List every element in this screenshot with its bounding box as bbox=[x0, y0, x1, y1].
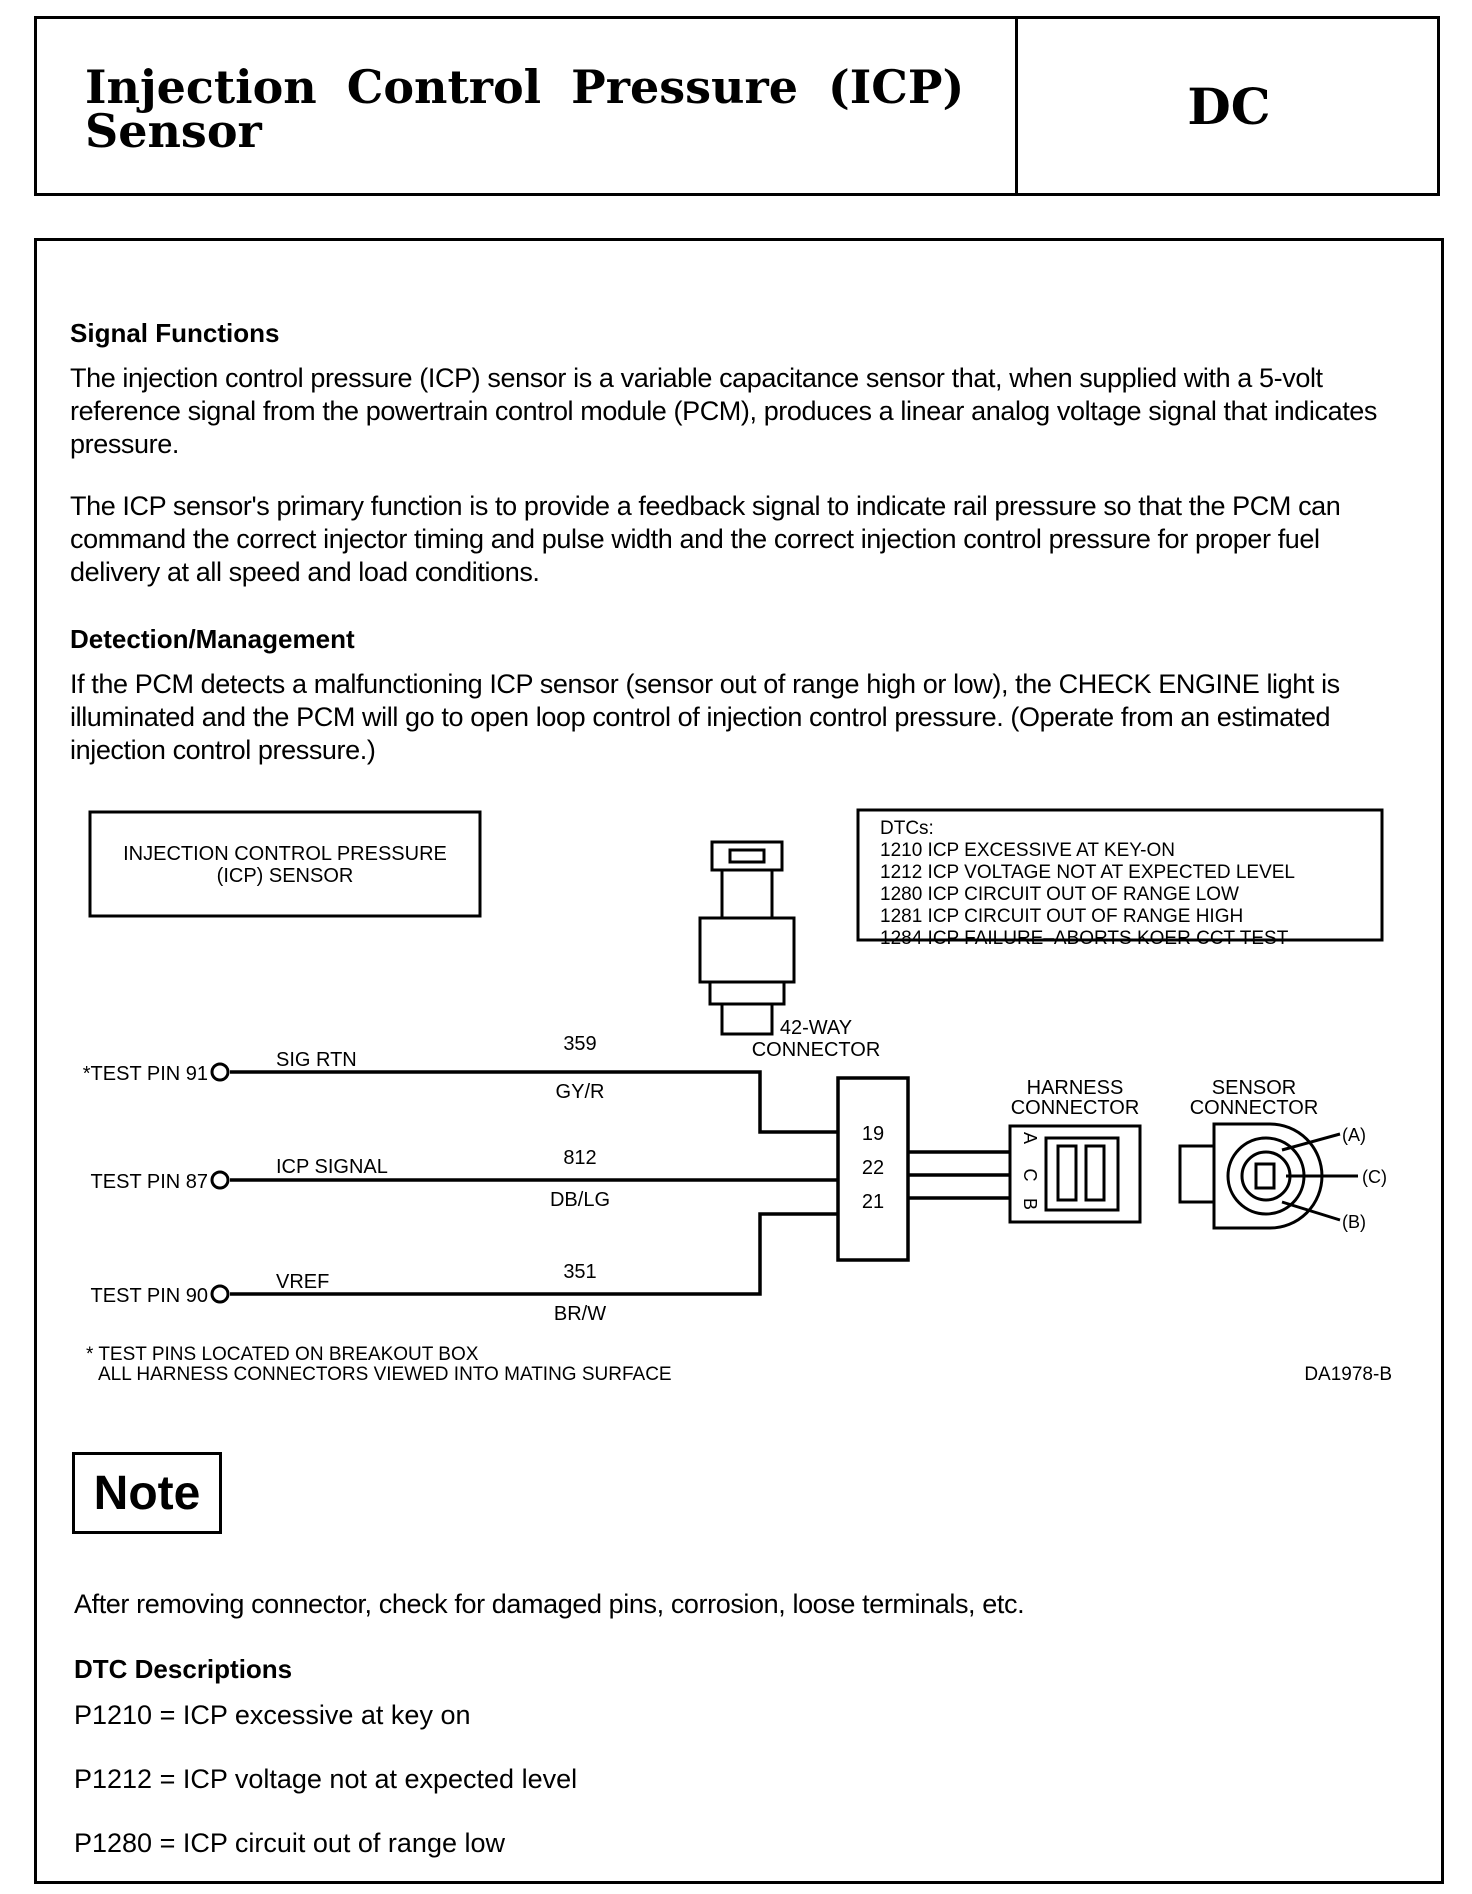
wire-color: GY/R bbox=[555, 1081, 605, 1103]
dtc-box-title: DTCs: bbox=[880, 818, 934, 839]
dtc-box-line: 1281 ICP CIRCUIT OUT OF RANGE HIGH bbox=[880, 906, 1244, 927]
dtc-description-row: P1280 = ICP circuit out of range low bbox=[74, 1828, 505, 1858]
sensor-label-line-1: INJECTION CONTROL PRESSURE bbox=[123, 843, 447, 865]
detection-heading: Detection/Management bbox=[70, 624, 355, 654]
sensor-label-line-2: (ICP) SENSOR bbox=[216, 865, 354, 887]
signal-functions-paragraph-2: The ICP sensor's primary function is to provide a feedback signal to indicate rail pressure so that the PCM can command the correct injector timing and pulse width and the correct injection control pressure for proper fuel delivery at all speed and load conditions. bbox=[70, 491, 1341, 587]
sensor-connector-label-2: CONNECTOR bbox=[1189, 1097, 1319, 1119]
section-code: DC bbox=[1187, 76, 1271, 136]
sensor-connector-label-1: SENSOR bbox=[1211, 1077, 1297, 1099]
signal-functions-paragraph-1: The injection control pressure (ICP) sensor is a variable capacitance sensor that, when supplied with a 5-volt reference signal from the powertrain control module (PCM), produces a linear analog voltage signal that indicates pressure. bbox=[70, 363, 1378, 459]
title-line-1: Injection Control Pressure (ICP) bbox=[85, 60, 965, 114]
diagram-footnote-1: * TEST PINS LOCATED ON BREAKOUT BOX bbox=[86, 1344, 479, 1365]
dtc-box-line: 1280 ICP CIRCUIT OUT OF RANGE LOW bbox=[880, 884, 1239, 905]
signal-name: ICP SIGNAL bbox=[276, 1156, 388, 1178]
test-pin-label: TEST PIN 87 bbox=[90, 1171, 208, 1193]
dtc-box-line: 1210 ICP EXCESSIVE AT KEY-ON bbox=[880, 840, 1176, 861]
title-line-2: Sensor bbox=[85, 104, 262, 158]
sensor-pin-label: (A) bbox=[1342, 1125, 1366, 1145]
harness-pin-label: C bbox=[1020, 1168, 1040, 1182]
wire-color: DB/LG bbox=[549, 1189, 611, 1211]
header-box bbox=[34, 16, 1440, 196]
wiring-diagram bbox=[70, 800, 1410, 1400]
signal-name: VREF bbox=[276, 1271, 330, 1293]
sensor-pin-label: (B) bbox=[1342, 1212, 1366, 1232]
way-connector-label-2: CONNECTOR bbox=[751, 1039, 881, 1061]
harness-connector-label-1: HARNESS bbox=[1026, 1077, 1124, 1099]
sensor-connector-drawing bbox=[1180, 1124, 1358, 1228]
dtc-box-line: 1284 ICP FAILURE–ABORTS KOER CCT TEST bbox=[880, 928, 1289, 949]
note-text: After removing connector, check for damaged pins, corrosion, loose terminals, etc. bbox=[74, 1589, 1025, 1619]
circuit-number: 812 bbox=[563, 1147, 597, 1169]
harness-pin-label: B bbox=[1020, 1197, 1040, 1211]
way-connector-label-1: 42-WAY bbox=[779, 1017, 853, 1039]
test-pin-87-terminal bbox=[212, 1172, 228, 1188]
note-label: Note bbox=[93, 1466, 201, 1520]
icp-sensor-drawing bbox=[700, 842, 794, 1034]
circuit-number: 359 bbox=[563, 1033, 597, 1055]
sensor-pin-label: (C) bbox=[1362, 1167, 1387, 1187]
test-pin-label: TEST PIN 90 bbox=[90, 1285, 208, 1307]
dtc-box-line: 1212 ICP VOLTAGE NOT AT EXPECTED LEVEL bbox=[880, 862, 1296, 883]
note-label-box bbox=[72, 1452, 222, 1534]
connector-pin-number: 21 bbox=[861, 1191, 885, 1213]
connector-pin-number: 19 bbox=[861, 1123, 885, 1145]
signal-name: SIG RTN bbox=[276, 1049, 357, 1071]
harness-pin-label: A bbox=[1020, 1131, 1040, 1145]
wire-color: BR/W bbox=[553, 1303, 607, 1325]
signal-functions-heading: Signal Functions bbox=[70, 318, 280, 348]
detection-paragraph: If the PCM detects a malfunctioning ICP sensor (sensor out of range high or low), the CHECK ENGINE light is illuminated and the PCM will go to open loop control of injection control pressure. (Operate from an estimated injection control pressure.) bbox=[70, 669, 1340, 765]
dtc-description-row: P1210 = ICP excessive at key on bbox=[74, 1700, 471, 1730]
harness-connector-label-2: CONNECTOR bbox=[1010, 1097, 1140, 1119]
dtc-description-row: P1212 = ICP voltage not at expected level bbox=[74, 1764, 578, 1794]
dtc-descriptions-heading: DTC Descriptions bbox=[74, 1654, 293, 1684]
test-pin-label: *TEST PIN 91 bbox=[82, 1063, 208, 1085]
test-pin-90-terminal bbox=[212, 1286, 228, 1302]
connector-pin-number: 22 bbox=[861, 1157, 885, 1179]
diagram-footnote-2: ALL HARNESS CONNECTORS VIEWED INTO MATING SURFACE bbox=[98, 1364, 672, 1385]
circuit-number: 351 bbox=[563, 1261, 597, 1283]
figure-id: DA1978-B bbox=[1304, 1364, 1392, 1385]
page-title bbox=[85, 60, 985, 158]
test-pin-91-terminal bbox=[212, 1064, 228, 1080]
